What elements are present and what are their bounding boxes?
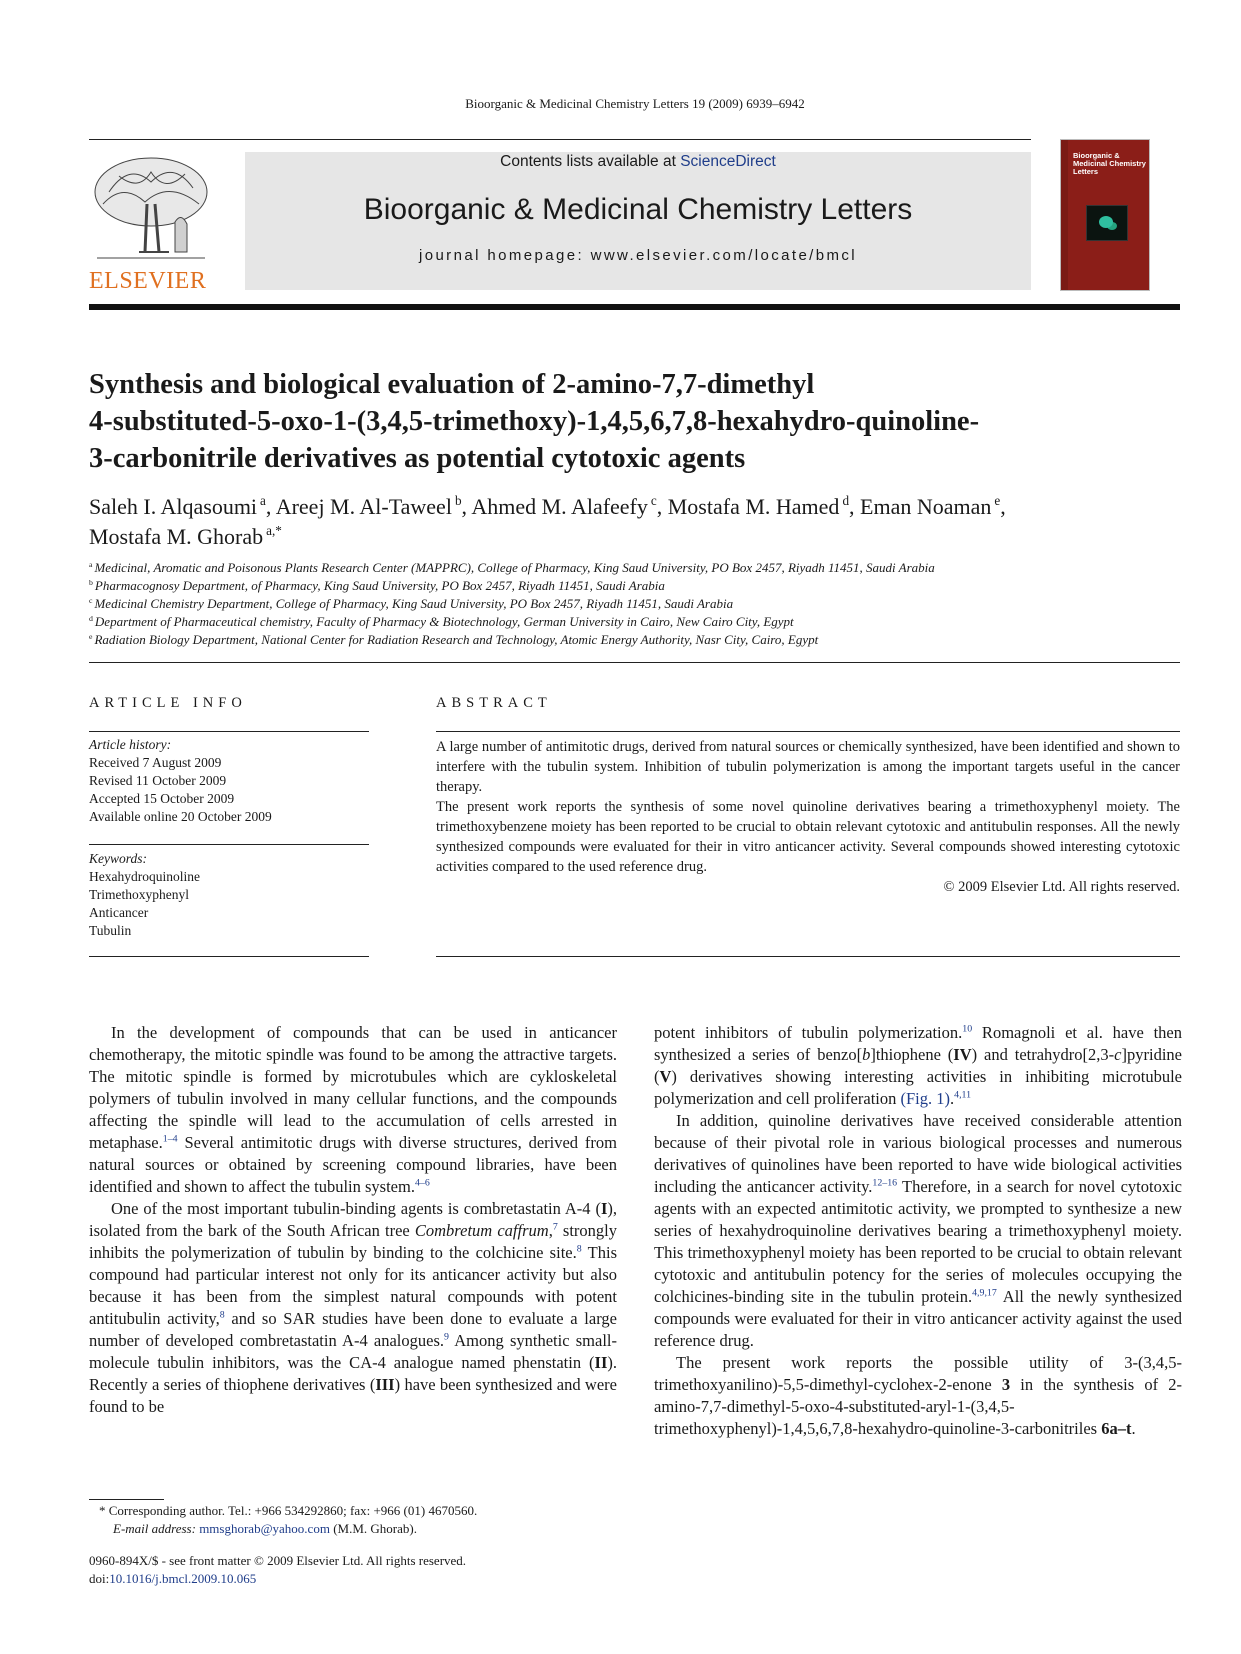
text: In the development of compounds that can be used in anticancer chemotherapy, the mitotic spindle was found to be among the attractive targets. The mitotic spindle is formed by microtubules which are cykloskeletal polymers of tubulin involved in many cellular functions, and the compounds affecting the spindle will lead to the accumulation of cells arrested in metaphase. [89,1023,617,1152]
abstract-rule-bottom [436,956,1180,957]
text: and so SAR studies have been done to evaluate a large number of developed combretastatin A-4 analogues. [89,1309,617,1350]
text: Therefore, in a search for novel cytotoxic agents with an expected antimitotic activity, we prompted to synthesize a new series of hexahydroquinoline derivatives bearing a trimethoxyphenyl moiety. This trimethoxyphenyl moiety has been reported to be crucial to obtain relevant cytotoxic and antitubulin potency for the series of molecules occupying the colchicines-binding site in the tubulin protein. [654,1177,1182,1306]
keyword-list [89,868,369,940]
author-separator: , [265,494,276,519]
history-item: Received 7 August 2009 [89,755,222,770]
compound-label: III [375,1375,395,1394]
affiliation-text: Pharmacognosy Department, of Pharmacy, King Saud University, PO Box 2457, Riyadh 11451, Saudi Arabia [94,578,665,593]
author-name[interactable]: Mostafa M. Hamed [667,494,840,519]
email-link[interactable]: mmsghorab@yahoo.com [199,1521,330,1536]
affiliation-sup: a [89,559,93,569]
author-separator: , [461,494,472,519]
body-paragraph [89,1022,617,1198]
compound-label: V [659,1067,672,1086]
body-paragraph [654,1022,1182,1110]
affiliation-text: Medicinal Chemistry Department, College of Pharmacy, King Saud University, PO Box 2457, Riyadh 11451, Saudi Arabia [94,596,734,611]
abstract-paragraph-1: A large number of antimitotic drugs, derived from natural sources or chemically synthesized, have been identified and shown to interfere with the tubulin system. Inhibition of tubulin polymerization is among the important targets useful in the cancer therapy. [436,739,1180,795]
text: Romagnoli et al. have then synthesized a series of benzo[ [654,1023,1182,1064]
journal-homepage-link[interactable]: journal homepage: www.elsevier.com/locate/bmcl [418,247,858,264]
affiliation-list [89,559,1189,649]
author-list [89,492,1189,552]
keyword-item: Tubulin [89,923,132,938]
keywords-block [89,850,369,940]
affiliation-sup: b [89,577,93,587]
email-label: E-mail address: [113,1521,196,1536]
text: All the newly synthesized compounds were evaluated for their in vitro anticancer activity against the used reference drug. [654,1287,1182,1350]
author-name[interactable]: Saleh I. Alqasoumi [89,494,258,519]
footnote-mark: * [99,1503,106,1518]
compound-label: 3 [1001,1375,1011,1394]
text: One of the most important tubulin-binding agents is combretastatin A-4 ( [111,1199,601,1218]
article-history [89,736,369,826]
body-column-right [654,1022,1182,1440]
author-name[interactable]: Areej M. Al-Taweel [275,494,452,519]
italic-letter: c [1114,1045,1122,1064]
elsevier-wordmark: ELSEVIER [89,268,207,294]
compound-label: II [594,1353,608,1372]
text: Several antimitotic drugs with diverse structures, derived from natural sources or obtained by screening compound libraries, have been identified and shown to affect the tubulin system. [89,1133,617,1196]
affiliation-item [89,631,1189,649]
author-separator: , [1000,494,1006,519]
journal-cover-thumbnail[interactable] [1060,139,1150,291]
abstract-rule-top [436,731,1180,732]
affiliation-sup: e [89,631,93,641]
history-item: Accepted 15 October 2009 [89,791,235,806]
text: potent inhibitors of tubulin polymerization. [654,1023,963,1042]
keyword-item: Anticancer [89,905,149,920]
author-affiliation-sup: c [650,493,657,509]
citation-link[interactable]: 7 [552,1221,558,1233]
title-line-1: Synthesis and biological evaluation of 2-amino-7,7-dimethyl [89,369,815,400]
figure-link[interactable]: (Fig. 1) [900,1089,950,1108]
text: ]pyridine ( [654,1045,1182,1086]
author-affiliation-sup: e [994,493,1001,509]
abstract-text [436,737,1180,897]
citation-link[interactable]: 8 [576,1243,582,1255]
article-info-rule-bottom [89,956,369,957]
affiliation-text: Department of Pharmaceutical chemistry, Faculty of Pharmacy & Biotechnology, German University in Cairo, New Cairo City, Egypt [94,614,794,629]
text: . [1131,1419,1136,1438]
text: in the synthesis of 2-amino-7,7-dimethyl-5-oxo-4-substituted-aryl-1-(3,4,5-trimethoxyphenyl)-1,4,5,6,7,8-hexahydro-quinoline-3-carbonitriles [654,1375,1182,1438]
abstract-copyright: © 2009 Elsevier Ltd. All rights reserved. [943,879,1180,895]
footnote-rule [89,1499,164,1500]
elsevier-tree-icon [89,152,213,266]
corresponding-author-footnote [89,1502,617,1538]
author-affiliation-sup: a,* [266,523,282,539]
citation-link[interactable]: 9 [444,1331,449,1343]
contents-prefix: Contents lists available at [500,153,681,170]
author-separator: , [849,494,861,519]
title-line-2: 4-substituted-5-oxo-1-(3,4,5-trimethoxy)-1,4,5,6,7,8-hexahydro-quinoline- [89,406,980,437]
copyright-footer [89,1552,649,1588]
author-name[interactable]: Eman Noaman [860,494,992,519]
compound-label: IV [953,1045,972,1064]
body-paragraph [654,1352,1182,1440]
author-name[interactable]: Ahmed M. Alafeefy [471,494,648,519]
keyword-item: Trimethoxyphenyl [89,887,190,902]
citation-link[interactable]: 10 [962,1023,973,1035]
history-item: Revised 11 October 2009 [89,773,227,788]
cover-spine [1061,140,1068,290]
citation-link[interactable]: 8 [219,1309,225,1321]
keyword-item: Hexahydroquinoline [89,869,200,884]
cover-title: Bioorganic & Medicinal Chemistry Letters [1073,151,1146,176]
sciencedirect-link[interactable]: ScienceDirect [680,153,776,170]
cover-molecule-image [1086,205,1128,241]
affiliation-item [89,595,1189,613]
citation-link[interactable]: 4,9,17 [972,1287,997,1299]
citation-link[interactable]: 4–6 [414,1177,430,1189]
doi-label: doi: [89,1571,110,1586]
text: The present work reports the possible utility of 3-(3,4,5-trimethoxyanilino)-5,5-dimethyl-cyclohex-2-enone [654,1353,1182,1394]
compound-label: 6a–t [1101,1419,1132,1438]
affiliation-item [89,577,1189,595]
italic-letter: b [862,1045,871,1064]
journal-banner [245,152,1031,290]
citation-link[interactable]: 4,11 [954,1089,972,1101]
text: Among synthetic small-molecule tubulin inhibitors, was the CA-4 analogue named phenstatin ( [89,1331,617,1372]
affiliation-sup: d [89,613,93,623]
affiliation-item [89,559,1189,577]
text: ), isolated from the bark of the South African tree [89,1199,617,1240]
author-affiliation-sup: d [842,493,850,509]
compound-label: I [600,1199,608,1218]
affiliations-rule [89,662,1180,663]
text: ) and tetrahydro[2,3- [971,1045,1115,1064]
text: ) derivatives showing interesting activities in inhibiting microtubule polymerization and cell proliferation [654,1067,1182,1108]
affiliation-sup: c [89,595,93,605]
author-separator: , [656,494,668,519]
citation-link[interactable]: 12–16 [872,1177,898,1189]
abstract-paragraph-2: The present work reports the synthesis of some novel quinoline derivatives bearing a trimethoxyphenyl moiety. The trimethoxybenzene moiety has been reported to be crucial to obtain relevant cytotoxic and antitubulin responses. All the newly synthesized compounds were evaluated for their in vitro anticancer activity. Several compounds showed interesting cytotoxic activities compared to the used reference drug. [436,799,1180,875]
elsevier-logo[interactable] [89,152,219,292]
email-suffix: (M.M. Ghorab). [329,1521,417,1536]
text: In addition, quinoline derivatives have received considerable attention because of their pivotal role in various biological processes and numerous derivatives of quinolines have been reported to have wide biological activities including the anticancer activity. [654,1111,1182,1196]
text: This compound had particular interest not only for its anticancer activity but also because it has been from the simplest natural compounds with potent antitubulin activity, [89,1243,618,1328]
header-thick-rule [89,304,1180,310]
contents-line [245,153,1031,171]
abstract-heading: ABSTRACT [436,695,552,711]
author-affiliation-sup: b [454,493,462,509]
author-name[interactable]: Mostafa M. Ghorab [89,524,264,549]
history-item: Available online 20 October 2009 [89,809,272,824]
article-info-rule-mid [89,844,369,845]
citation-link[interactable]: 1–4 [162,1133,178,1145]
text: ]thiophene ( [870,1045,954,1064]
text: ). Recently a series of thiophene derivatives ( [89,1353,617,1394]
text: ) have been synthesized and were found to be [89,1375,617,1416]
article-info-rule-top [89,731,369,732]
top-rule [89,139,1031,140]
title-line-3: 3-carbonitrile derivatives as potential cytotoxic agents [89,443,746,474]
body-paragraph [654,1110,1182,1352]
doi-link[interactable]: 10.1016/j.bmcl.2009.10.065 [109,1571,257,1586]
author-affiliation-sup: a [260,493,266,509]
body-paragraph [89,1198,617,1418]
running-head: Bioorganic & Medicinal Chemistry Letters 19 (2009) 6939–6942 [465,96,805,111]
text: . [950,1089,955,1108]
keywords-label: Keywords: [89,851,147,866]
body-column-left [89,1022,617,1418]
species-name: Combretum caffrum [414,1221,549,1240]
affiliation-text: Medicinal, Aromatic and Poisonous Plants Research Center (MAPPRC), College of Pharmacy, King Saud University, PO Box 2457, Riyadh 11451, Saudi Arabia [94,560,935,575]
front-matter-line: 0960-894X/$ - see front matter © 2009 Elsevier Ltd. All rights reserved. [89,1553,467,1568]
text: strongly inhibits the polymerization of tubulin by binding to the colchicine site. [89,1221,617,1262]
text: , [548,1221,553,1240]
article-title [89,366,1189,477]
footnote-corresponding: Corresponding author. Tel.: +966 534292860; fax: +966 (01) 4670560. [105,1503,478,1518]
history-list [89,754,369,826]
affiliation-item [89,613,1189,631]
affiliation-text: Radiation Biology Department, National Center for Radiation Research and Technology, Atomic Energy Authority, Nasr City, Cairo, Egypt [94,632,819,647]
journal-title: Bioorganic & Medicinal Chemistry Letters [363,193,913,226]
article-info-heading: ARTICLE INFO [89,695,247,711]
history-label: Article history: [89,737,172,752]
